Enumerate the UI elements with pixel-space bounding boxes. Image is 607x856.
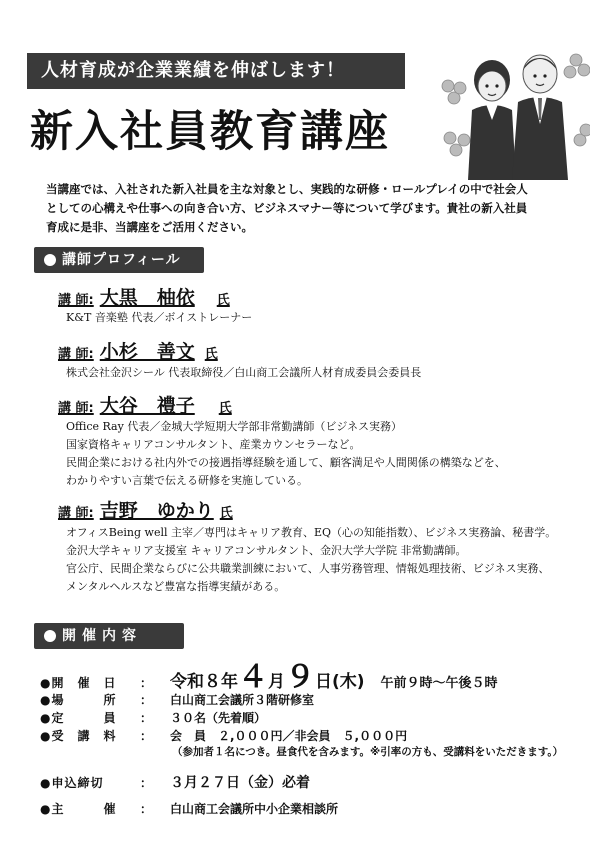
desc-line: 官公庁、民間企業ならびに公共職業訓練において、人事労務管理、情報処理技術、ビジネス実務、 (66, 562, 550, 575)
desc-line: 民間企業における社内外での接遇指導経験を通して、顧客満足や人間関係の構築などを、 (66, 456, 506, 469)
colon: ： (140, 802, 153, 816)
date-month: ４ (238, 660, 268, 695)
fee-label: ●受 講 料 (40, 729, 117, 743)
venue-row (40, 691, 314, 708)
fee-row (40, 727, 407, 744)
business-people-illustration-icon (440, 40, 590, 180)
event-section-header: 開催内容 (34, 623, 184, 649)
lecturer-name: 小杉 善文 (99, 341, 195, 363)
date-day-unit: 日(木) (315, 672, 365, 692)
desc-line: わかりやすい言葉で伝える研修を実施している。 (66, 474, 308, 487)
venue-label: ●場 所 (40, 693, 117, 707)
lecturer-prefix: 講 師: (58, 293, 94, 308)
lecturer-name: 大谷 禮子 (99, 395, 195, 417)
date-row (40, 652, 498, 696)
desc-line: オフィスBeing well 主宰／専門はキャリア教育、EQ（心の知能指数）、ビジネス実務論、秘書学。 (66, 526, 557, 539)
desc-line: 株式会社金沢シール 代表取締役／白山商工会議所人材育成委員会委員長 (66, 366, 422, 379)
tagline-banner: 人材育成が企業業績を伸ばします！ (27, 53, 405, 89)
capacity-label: ●定 員 (40, 711, 117, 725)
lecturer-heading (58, 496, 233, 523)
lecturer-prefix: 講 師: (58, 401, 94, 416)
organizer-value: 白山商工会議所中小企業相談所 (170, 802, 339, 816)
lecturer-prefix: 講 師: (58, 347, 94, 362)
lecturer-name: 吉野 ゆかり (99, 500, 214, 522)
lecturer-heading (58, 337, 218, 364)
capacity-row (40, 709, 266, 726)
desc-line: K&T 音楽塾 代表／ボイストレーナー (66, 311, 253, 324)
colon: ： (140, 693, 153, 707)
date-time: 午前９時～午後５時 (380, 676, 498, 691)
lecturer-name: 大黒 柚依 (99, 287, 195, 309)
venue-value: 白山商工会議所３階研修室 (170, 693, 315, 707)
deadline-row (40, 772, 310, 792)
desc-line: 国家資格キャリアコンサルタント、産業カウンセラーなど。 (66, 438, 361, 451)
fee-value: 会 員 ２,０００円／非会員 ５,０００円 (170, 729, 408, 743)
profile-section-header: 講師プロフィール (34, 247, 204, 273)
intro-line: 当講座では、入社された新入社員を主な対象とし、実践的な研修・ロールプレイの中で社会人 (46, 182, 528, 196)
intro-text (46, 180, 576, 237)
lecturer-heading (58, 391, 232, 418)
lecturer-description (66, 524, 556, 596)
lecturer-prefix: 講 師: (58, 506, 94, 521)
organizer-row (40, 800, 338, 817)
date-month-unit: 月 (268, 672, 285, 692)
desc-line: 金沢大学キャリア支援室 キャリアコンサルタント、金沢大学大学院 非常勤講師。 (66, 544, 467, 557)
lecturer-suffix: 氏 (218, 401, 232, 416)
lecturer-description (66, 418, 506, 490)
intro-line: としての心構えや仕事への向き合い方、ビジネスマナー等について学びます。貴社の新入社員 (46, 201, 528, 215)
date-day: ９ (285, 660, 315, 695)
colon: ： (140, 711, 153, 725)
lecturer-description (66, 309, 252, 327)
lecturer-heading (58, 283, 230, 310)
fee-note: （参加者１名につき。昼食代を含みます。※引率の方も、受講料をいただきます。） (172, 746, 564, 758)
colon: ： (140, 776, 153, 790)
lecturer-suffix: 氏 (204, 347, 218, 362)
deadline-label: ●申込締切 (40, 776, 104, 790)
lecturer-suffix: 氏 (216, 293, 230, 308)
colon: ： (140, 676, 153, 690)
colon: ： (140, 729, 153, 743)
lecturer-suffix: 氏 (219, 506, 233, 521)
deadline-value: ３月２７日（金）必着 (170, 775, 310, 791)
intro-line: 育成に是非、当講座をご活用ください。 (46, 220, 253, 234)
desc-line: メンタルヘルスなど豊富な指導実績がある。 (66, 580, 286, 593)
page-title: 新入社員教育講座 (30, 107, 390, 157)
organizer-label: ●主 催 (40, 802, 117, 816)
desc-line: Office Ray 代表／金城大学短期大学部非常勤講師（ビジネス実務） (66, 420, 402, 433)
date-era: 令和８年 (170, 672, 238, 692)
lecturer-description (66, 364, 421, 382)
capacity-value: ３０名（先着順） (170, 711, 267, 725)
date-label: ●開 催 日 (40, 676, 117, 690)
